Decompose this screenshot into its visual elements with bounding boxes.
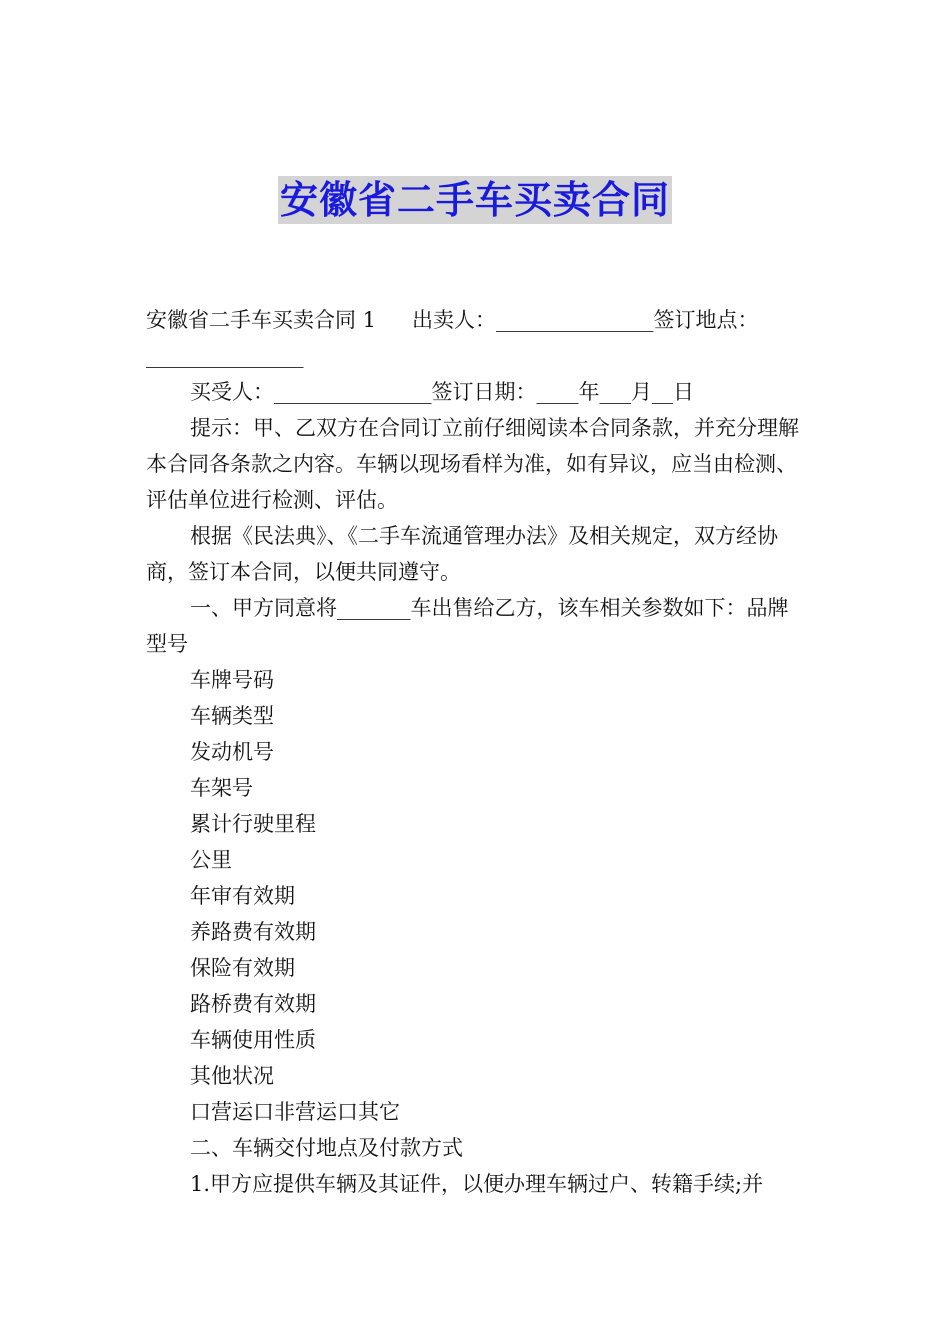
- param-item: 养路费有效期: [190, 920, 316, 944]
- tip-paragraph: 提示：甲、乙双方在合同订立前仔细阅读本合同条款，并充分理解本合同各条款之内容。车辆以现场看样为准，如有异议，应当由检测、评估单位进行检测、评估。: [146, 416, 799, 512]
- basis-paragraph: 根据《民法典》、《二手车流通管理办法》及相关规定，双方经协商，签订本合同，以便共同遵守。: [146, 524, 778, 584]
- clause-2-heading: 二、车辆交付地点及付款方式: [190, 1136, 463, 1160]
- param-item: 发动机号: [190, 740, 274, 764]
- clause-1-paragraph: 一、甲方同意将_______车出售给乙方，该车相关参数如下：品牌型号: [146, 596, 789, 656]
- document-body: [146, 302, 806, 1202]
- param-item: 路桥费有效期: [190, 992, 316, 1016]
- param-item: 保险有效期: [190, 956, 295, 980]
- heading-line-paragraph: [146, 302, 806, 374]
- buyer-line: 买受人：_______________签订日期：____年___月__日: [190, 380, 694, 404]
- param-item: 年审有效期: [190, 884, 295, 908]
- seller-line: 出卖人：_______________签订地点：_______________: [146, 308, 759, 368]
- param-item: 车牌号码: [190, 668, 274, 692]
- vehicle-params-list: [146, 662, 806, 1202]
- param-item: 车架号: [190, 776, 253, 800]
- param-item: 其他状况: [190, 1064, 274, 1088]
- clause-2-item-1: 1.甲方应提供车辆及其证件，以便办理车辆过户、转籍手续;并: [190, 1172, 764, 1196]
- param-item: 车辆使用性质: [190, 1028, 316, 1052]
- param-item: 车辆类型: [190, 704, 274, 728]
- param-item: 口营运口非营运口其它: [190, 1100, 400, 1124]
- param-item: 累计行驶里程: [190, 812, 316, 836]
- param-item: 公里: [190, 848, 232, 872]
- heading-line: 安徽省二手车买卖合同 1: [146, 308, 377, 332]
- document-title: 安徽省二手车买卖合同: [279, 178, 670, 222]
